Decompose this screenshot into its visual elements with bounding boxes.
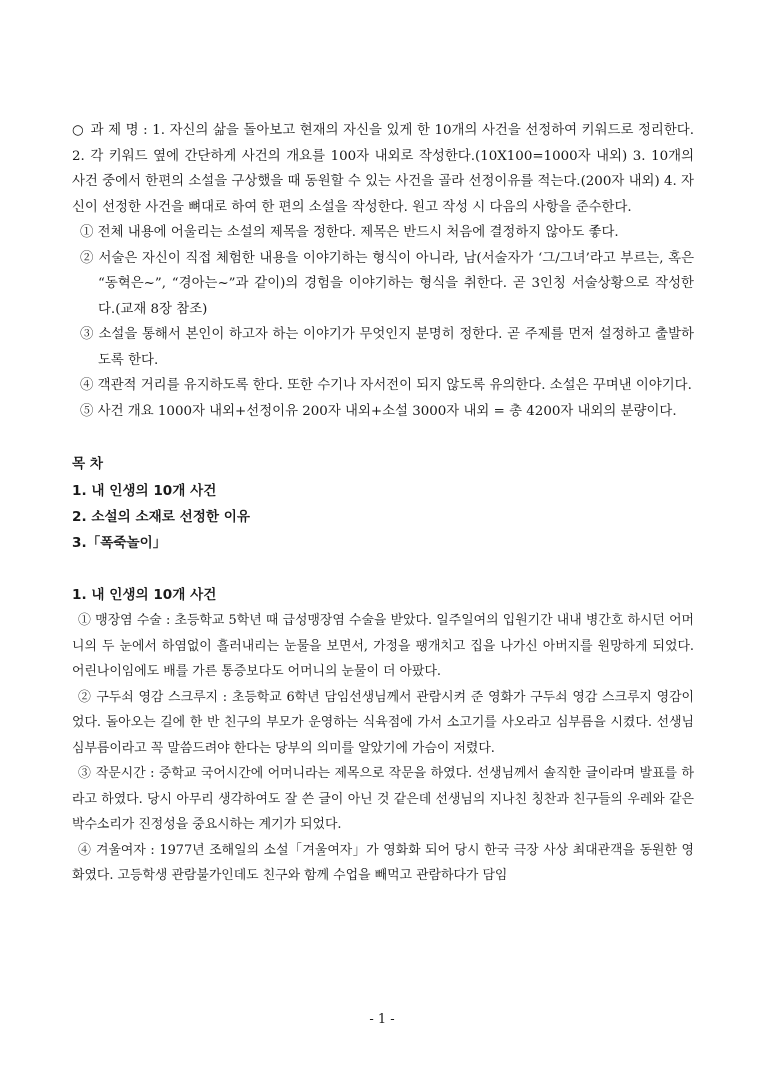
table-of-contents [72, 478, 694, 556]
toc-item: 1. 내 인생의 10개 사건 [72, 482, 217, 499]
assignment-text: 과 제 명 : 1. 자신의 삶을 돌아보고 현재의 자신을 있게 한 10개의 사건을 선정하여 키워드로 정리한다. 2. 각 키워드 옆에 간단하게 사건의 개요를 100자 내외로 작성한다.(10X100=1000자 내외) 3. 10개의 사건 중에서 한편의 소설을 구상했을 때 동원할 수 있는 사건을 골라 선정이유를 적는다.(200자 내외) 4. 자신이 선정한 사건을 뼈대로 하여 한 편의 소설을 작성한다. 원고 작성 시 다음의 사항을 준수한다. [72, 123, 694, 215]
toc-heading: 목 차 [72, 456, 103, 472]
event-paragraph: ③ 작문시간 : 중학교 국어시간에 어머니라는 제목으로 작문을 하였다. 선생님께서 솔직한 글이라며 발표를 하라고 하였다. 당시 아무리 생각하여도 잘 쓴 글이 아닌 것 같은데 선생님의 지나친 칭찬과 친구들의 우레와 같은 박수소리가 진정성을 중요시하는 계기가 되었다. [72, 766, 694, 832]
section-heading: 1. 내 인생의 10개 사건 [72, 586, 217, 603]
event-paragraph: ① 맹장염 수술 : 초등학교 5학년 때 급성맹장염 수술을 받았다. 일주일여의 입원기간 내내 병간호 하시던 어머니의 두 눈에서 하염없이 흘러내리는 눈물을 보면서, 가정을 팽개치고 집을 나가신 아버지를 원망하게 되었다. 어린나이임에도 배를 가른 통증보다도 어머니의 눈물이 더 아팠다. [72, 613, 694, 679]
rule-item: ① 전체 내용에 어울리는 소설의 제목을 정한다. 제목은 반드시 처음에 결정하지 않아도 좋다. [80, 225, 619, 240]
page-number: - 1 - [369, 1012, 395, 1027]
event-paragraph: ② 구두쇠 영감 스크루지 : 초등학교 6학년 담임선생님께서 관람시켜 준 영화가 구두쇠 영감 스크루지 영감이었다. 돌아오는 길에 한 반 친구의 부모가 운영하는 식육점에 가서 소고기를 사오라고 심부름을 시켰다. 선생님 심부름이라고 꼭 말씀드려야 한다는 당부의 의미를 알았기에 가슴이 저렸다. [72, 689, 694, 756]
assignment-description [72, 118, 694, 220]
rules-list [72, 220, 694, 424]
document-page [72, 118, 694, 889]
bullet-marker: ○ [72, 123, 84, 138]
rule-item: ⑤ 사건 개요 1000자 내외+선정이유 200자 내외+소설 3000자 내외 = 총 4200자 내외의 분량이다. [80, 403, 677, 419]
toc-item: 3.「폭죽놀이」 [72, 534, 167, 551]
toc-item: 2. 소설의 소재로 선정한 이유 [72, 508, 250, 525]
events-list [72, 608, 694, 889]
rule-item: ④ 객관적 거리를 유지하도록 한다. 또한 수기나 자서전이 되지 않도록 유의한다. 소설은 꾸며낸 이야기다. [80, 378, 692, 393]
rule-item: ③ 소설을 통해서 본인이 하고자 하는 이야기가 무엇인지 분명히 정한다. 곧 주제를 먼저 설정하고 출발하도록 한다. [80, 327, 694, 368]
event-paragraph: ④ 겨울여자 : 1977년 조해일의 소설「겨울여자」가 영화화 되어 당시 한국 극장 사상 최대관객을 동원한 영화였다. 고등학생 관람불가인데도 친구와 함께 수업을 빼먹고 관람하다가 담임 [72, 842, 694, 883]
rule-item: ② 서술은 자신이 직접 체험한 내용을 이야기하는 형식이 아니라, 남(서술자가 ‘그/그녀’라고 부르는, 혹은 “동혁은~”, “경아는~”과 같이)의 경험을 이야기하는 형식을 취한다. 곧 3인칭 서술상황으로 작성한다.(교재 8장 참조) [80, 250, 694, 317]
